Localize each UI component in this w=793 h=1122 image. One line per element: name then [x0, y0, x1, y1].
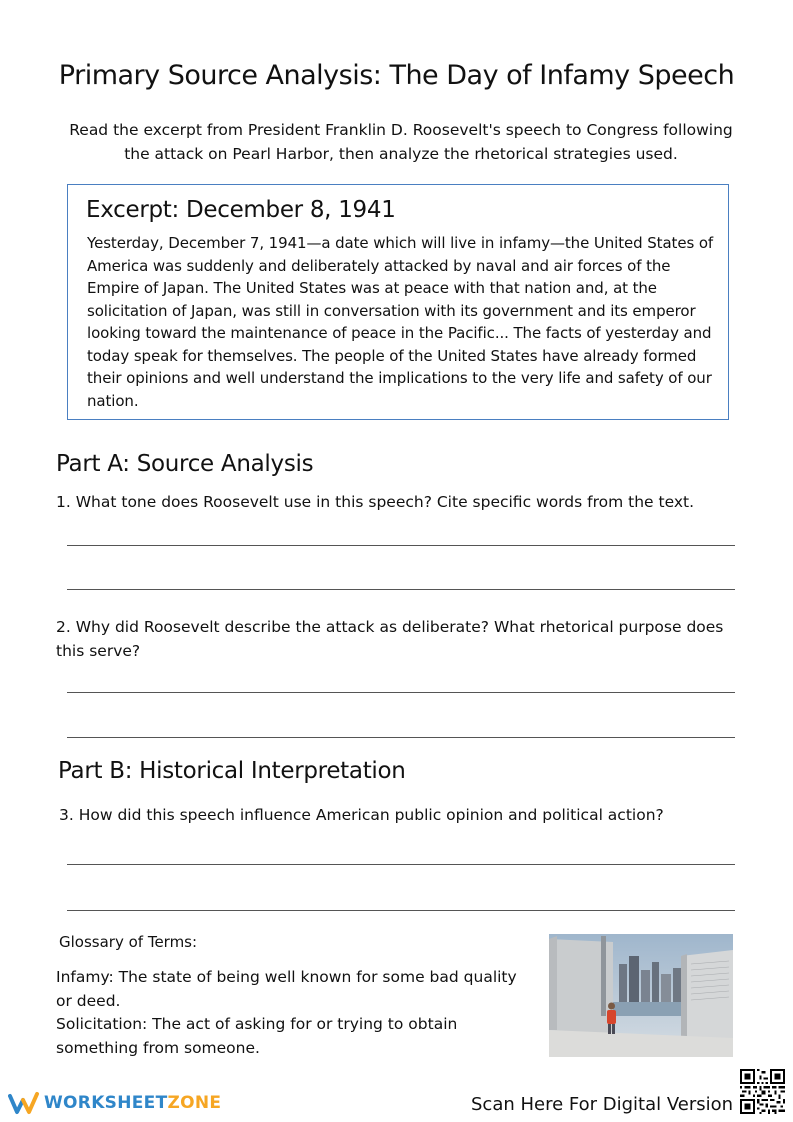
answer-line[interactable] — [67, 545, 735, 546]
answer-line[interactable] — [67, 910, 735, 911]
worksheet-zone-logo — [8, 1090, 221, 1116]
brand-name-part2: ZONE — [167, 1093, 222, 1113]
answer-line[interactable] — [67, 692, 735, 693]
glossary-item-solicitation: Solicitation: The act of asking for or trying to obtain something from someone. — [56, 1015, 458, 1057]
glossary-title: Glossary of Terms: — [59, 933, 198, 951]
brand-name-part1: WORKSHEET — [44, 1093, 168, 1113]
page-title: Primary Source Analysis: The Day of Infamy Speech — [58, 60, 735, 91]
question-3: 3. How did this speech influence American public opinion and political action? — [59, 806, 664, 824]
question-1: 1. What tone does Roosevelt use in this speech? Cite specific words from the text. — [56, 493, 695, 511]
part-a-heading: Part A: Source Analysis — [56, 451, 314, 477]
excerpt-text: Yesterday, December 7, 1941—a date which will live in infamy—the United States of America was suddenly and deliberately attacked by naval and air forces of the Empire of Japan. The United States was at peace with that nation and, at the solicitation of Japan, was still in conversation with its government and its emperor looking toward the maintenance of peace in the Pacific... The facts of yesterday and today speak for themselves. The people of the United States have already formed their opinions and well understand the implications to the very life and safety of our nation. — [87, 234, 714, 410]
answer-line[interactable] — [67, 737, 735, 738]
question-2: 2. Why did Roosevelt describe the attack as deliberate? What rhetorical purpose does this serve? — [56, 618, 724, 660]
scan-instruction: Scan Here For Digital Version — [471, 1094, 734, 1115]
logo-mark-icon — [8, 1090, 40, 1116]
instructions: Read the excerpt from President Franklin D. Roosevelt's speech to Congress following the attack on Pearl Harbor, then analyze the rhetorical strategies used. — [69, 121, 733, 163]
qr-code-icon[interactable] — [740, 1069, 785, 1114]
glossary-item-infamy: Infamy: The state of being well known for some bad quality or deed. — [56, 968, 517, 1010]
excerpt-heading: Excerpt: December 8, 1941 — [86, 197, 396, 223]
part-b-heading: Part B: Historical Interpretation — [58, 758, 406, 784]
answer-line[interactable] — [67, 864, 735, 865]
answer-line[interactable] — [67, 589, 735, 590]
memorial-photo — [549, 934, 733, 1057]
